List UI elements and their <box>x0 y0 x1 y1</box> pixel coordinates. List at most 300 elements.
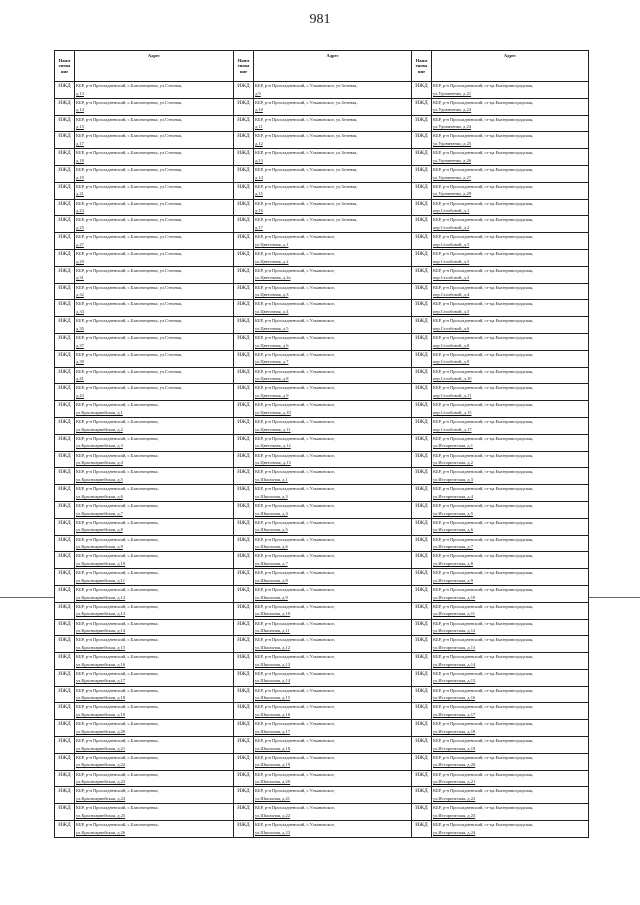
address-line-2: пер.Столбовой, д.1 <box>433 208 470 214</box>
address-cell <box>254 165 412 182</box>
address-cell <box>75 821 234 838</box>
address-cell <box>75 82 234 99</box>
address-cell <box>432 518 589 535</box>
table-row <box>55 333 589 350</box>
address-cell <box>254 384 412 401</box>
address-line-1: КБР, р-н Прохладненский, с.Благовещенка, <box>76 704 159 710</box>
object-type-cell: ИЖД <box>412 636 432 653</box>
address-cell <box>75 317 234 334</box>
object-type-cell: ИЖД <box>55 82 75 99</box>
address-line-2: ул.Цветочная, д.6 <box>255 342 289 348</box>
object-type-cell: ИЖД <box>55 317 75 334</box>
address-line-1: КБР, р-н Прохладненский, с.Ульяновское, <box>255 318 335 324</box>
object-type-cell: ИЖД <box>234 384 254 401</box>
address-cell <box>254 552 412 569</box>
address-line-2: ул.Цветочная, д.1 <box>255 241 289 247</box>
address-line-2: ул.Школьная, д.1 <box>255 476 288 482</box>
object-type-cell: ИЖД <box>412 350 432 367</box>
address-line-1: КБР, р-н Прохладненский, с.Ульяновское, <box>255 452 335 458</box>
table-row <box>55 451 589 468</box>
table-row <box>55 182 589 199</box>
address-cell <box>75 485 234 502</box>
object-type-cell: ИЖД <box>412 82 432 99</box>
address-line-2: ул.Школьная, д.5 <box>255 527 288 533</box>
table-row <box>55 98 589 115</box>
address-line-2: ул.Удовиченко, д.23 <box>433 107 472 113</box>
address-line-2: ул.Красноармейская, д.12 <box>76 594 126 600</box>
address-cell <box>254 216 412 233</box>
address-line-2: ул.Цветочная, д.8 <box>255 376 289 382</box>
address-line-2: д.43 <box>76 392 84 398</box>
address-cell <box>75 182 234 199</box>
address-line-2: ул.Школьная, д.18 <box>255 745 291 751</box>
address-line-2: д.15 <box>255 191 263 197</box>
address-line-1: КБР, р-н Прохладненский, с.Благовещенка, <box>76 721 159 727</box>
address-line-1: КБР, р-н Прохладненский, ст-ца.Екатериноградская, <box>433 738 534 744</box>
address-cell <box>75 569 234 586</box>
address-cell <box>254 283 412 300</box>
table-row <box>55 266 589 283</box>
table-row <box>55 535 589 552</box>
address-line-1: КБР, р-н Прохладненский, ст-ца.Екатериноградская, <box>433 368 534 374</box>
address-cell <box>75 216 234 233</box>
address-line-2: ул.Историческая, д.24 <box>433 829 476 835</box>
address-line-2: д.41 <box>76 376 84 382</box>
address-cell <box>75 115 234 132</box>
table-row <box>55 501 589 518</box>
address-line-2: ул.Красноармейская, д.9 <box>76 544 123 550</box>
address-line-2: ул.Цветочная, д.7 <box>255 359 289 365</box>
address-cell <box>254 636 412 653</box>
address-cell <box>432 333 589 350</box>
object-type-cell: ИЖД <box>55 333 75 350</box>
address-line-1: КБР, р-н Прохладненский, с.Благовещенка, ул.Степная, <box>76 368 183 374</box>
address-line-1: КБР, р-н Прохладненский, с.Ульяновское, ул.Зеленая, <box>255 183 358 189</box>
object-type-cell: ИЖД <box>55 367 75 384</box>
address-cell <box>254 401 412 418</box>
address-line-2: ул.Историческая, д.3 <box>433 476 473 482</box>
address-cell <box>254 350 412 367</box>
address-cell <box>254 501 412 518</box>
address-line-2: д.39 <box>76 359 84 365</box>
address-line-1: КБР, р-н Прохладненский, с.Ульяновское, <box>255 771 335 777</box>
address-line-1: КБР, р-н Прохладненский, ст-ца.Екатериноградская, <box>433 654 534 660</box>
object-type-cell: ИЖД <box>234 585 254 602</box>
object-type-cell: ИЖД <box>412 720 432 737</box>
address-line-2: ул.Историческая, д.15 <box>433 678 476 684</box>
table-row <box>55 770 589 787</box>
address-cell <box>254 686 412 703</box>
address-line-1: КБР, р-н Прохладненский, с.Благовещенка, ул.Степная, <box>76 234 183 240</box>
address-line-2: ул.Красноармейская, д.17 <box>76 678 126 684</box>
object-type-cell: ИЖД <box>234 518 254 535</box>
address-line-2: ул.Школьная, д.7 <box>255 560 288 566</box>
object-type-cell: ИЖД <box>55 753 75 770</box>
address-cell <box>432 485 589 502</box>
address-cell <box>254 770 412 787</box>
address-cell <box>254 451 412 468</box>
object-type-cell: ИЖД <box>234 686 254 703</box>
object-type-cell: ИЖД <box>55 283 75 300</box>
address-line-2: ул.Историческая, д.16 <box>433 695 476 701</box>
address-cell <box>75 468 234 485</box>
object-type-cell: ИЖД <box>234 283 254 300</box>
object-type-cell: ИЖД <box>55 401 75 418</box>
table-row <box>55 216 589 233</box>
scan-margin-line <box>0 597 54 598</box>
address-line-1: КБР, р-н Прохладненский, с.Благовещенка, ул.Степная, <box>76 301 183 307</box>
table-row <box>55 165 589 182</box>
address-line-1: КБР, р-н Прохладненский, ст-ца.Екатериноградская, <box>433 150 534 156</box>
object-type-cell: ИЖД <box>412 585 432 602</box>
address-line-1: КБР, р-н Прохладненский, с.Благовещенка, <box>76 822 159 828</box>
address-cell <box>75 619 234 636</box>
object-type-cell: ИЖД <box>234 417 254 434</box>
address-line-2: ул.Историческая, д.14 <box>433 661 476 667</box>
address-line-2: пер.Столбовой, д.17 <box>433 426 472 432</box>
address-line-2: ул.Цветочная, д.9 <box>255 392 289 398</box>
table-row <box>55 417 589 434</box>
address-cell <box>432 619 589 636</box>
address-line-2: ул.Красноармейская, д.11 <box>76 577 125 583</box>
table-row <box>55 686 589 703</box>
object-type-cell: ИЖД <box>234 451 254 468</box>
address-line-1: КБР, р-н Прохладненский, ст-ца.Екатериноградская, <box>433 234 534 240</box>
address-line-1: КБР, р-н Прохладненский, с.Ульяновское, <box>255 570 335 576</box>
address-cell <box>75 770 234 787</box>
object-type-cell: ИЖД <box>55 384 75 401</box>
address-cell <box>75 233 234 250</box>
address-cell <box>432 300 589 317</box>
object-type-cell: ИЖД <box>412 821 432 838</box>
address-line-2: ул.Школьная, д.16 <box>255 712 291 718</box>
address-line-1: КБР, р-н Прохладненский, ст-ца.Екатериноградская, <box>433 250 534 256</box>
object-type-cell: ИЖД <box>55 350 75 367</box>
address-cell <box>75 417 234 434</box>
address-line-1: КБР, р-н Прохладненский, с.Благовещенка, ул.Степная, <box>76 267 183 273</box>
address-cell <box>432 249 589 266</box>
address-line-1: КБР, р-н Прохладненский, ст-ца.Екатериноградская, <box>433 754 534 760</box>
object-type-cell: ИЖД <box>234 737 254 754</box>
address-cell <box>254 669 412 686</box>
object-type-cell: ИЖД <box>412 401 432 418</box>
address-line-2: ул.Школьная, д.14 <box>255 678 291 684</box>
column-header-address: Адрес <box>432 51 589 82</box>
address-line-2: ул.Цветочная, д.2 <box>255 258 289 264</box>
address-line-1: КБР, р-н Прохладненский, ст-ца.Екатериноградская, <box>433 570 534 576</box>
address-cell <box>75 199 234 216</box>
object-type-cell: ИЖД <box>412 602 432 619</box>
address-line-2: пер.Столбовой, д.9 <box>433 359 470 365</box>
address-line-1: КБР, р-н Прохладненский, с.Ульяновское, <box>255 234 335 240</box>
object-type-cell: ИЖД <box>412 233 432 250</box>
table-header-row <box>55 51 589 82</box>
address-line-1: КБР, р-н Прохладненский, с.Благовещенка, ул.Степная, <box>76 385 183 391</box>
object-type-cell: ИЖД <box>55 770 75 787</box>
table-row <box>55 468 589 485</box>
object-type-cell: ИЖД <box>55 720 75 737</box>
address-line-2: ул.Историческая, д.21 <box>433 779 476 785</box>
address-line-1: КБР, р-н Прохладненский, с.Благовещенка, <box>76 418 159 424</box>
address-line-1: КБР, р-н Прохладненский, ст-ца.Екатериноградская, <box>433 637 534 643</box>
address-line-2: ул.Красноармейская, д.6 <box>76 493 123 499</box>
table-row <box>55 636 589 653</box>
address-line-2: ул.Красноармейская, д.16 <box>76 661 126 667</box>
address-line-2: ул.Историческая, д.23 <box>433 812 476 818</box>
address-line-1: КБР, р-н Прохладненский, с.Ульяновское, <box>255 586 335 592</box>
address-line-2: д.13 <box>255 157 263 163</box>
object-type-cell: ИЖД <box>412 317 432 334</box>
address-line-1: КБР, р-н Прохладненский, ст-ца.Екатериноградская, <box>433 351 534 357</box>
address-line-1: КБР, р-н Прохладненский, с.Ульяновское, <box>255 620 335 626</box>
address-line-2: д.14 <box>255 174 263 180</box>
address-line-1: КБР, р-н Прохладненский, ст-ца.Екатериноградская, <box>433 822 534 828</box>
address-cell <box>75 249 234 266</box>
address-line-2: ул.Красноармейская, д.23 <box>76 779 126 785</box>
object-type-cell: ИЖД <box>412 535 432 552</box>
object-type-cell: ИЖД <box>55 233 75 250</box>
address-line-1: КБР, р-н Прохладненский, с.Благовещенка, ул.Степная, <box>76 318 183 324</box>
address-line-1: КБР, р-н Прохладненский, ст-ца.Екатериноградская, <box>433 318 534 324</box>
address-line-1: КБР, р-н Прохладненский, с.Ульяновское, ул.Зеленая, <box>255 133 358 139</box>
address-line-1: КБР, р-н Прохладненский, с.Ульяновское, <box>255 519 335 525</box>
address-line-1: КБР, р-н Прохладненский, с.Ульяновское, ул.Зеленая, <box>255 99 358 105</box>
address-cell <box>432 132 589 149</box>
address-cell <box>432 149 589 166</box>
address-cell <box>254 737 412 754</box>
address-line-2: ул.Школьная, д.23 <box>255 829 291 835</box>
address-line-2: д.23 <box>76 208 84 214</box>
address-line-2: ул.Удовиченко, д.27 <box>433 174 472 180</box>
object-type-cell: ИЖД <box>55 216 75 233</box>
table-row <box>55 518 589 535</box>
address-line-1: КБР, р-н Прохладненский, ст-ца.Екатериноградская, <box>433 586 534 592</box>
address-line-2: ул.Красноармейская, д.20 <box>76 728 126 734</box>
address-line-2: ул.Историческая, д.1 <box>433 443 473 449</box>
address-cell <box>254 249 412 266</box>
object-type-cell: ИЖД <box>234 266 254 283</box>
address-line-1: КБР, р-н Прохладненский, с.Благовещенка, <box>76 670 159 676</box>
address-cell <box>75 132 234 149</box>
address-cell <box>254 182 412 199</box>
table-row <box>55 619 589 636</box>
address-cell <box>432 535 589 552</box>
address-cell <box>432 468 589 485</box>
address-line-1: КБР, р-н Прохладненский, с.Ульяновское, ул.Зеленая, <box>255 217 358 223</box>
address-line-1: КБР, р-н Прохладненский, ст-ца.Екатериноградская, <box>433 166 534 172</box>
address-line-1: КБР, р-н Прохладненский, с.Ульяновское, <box>255 469 335 475</box>
address-line-1: КБР, р-н Прохладненский, с.Благовещенка, <box>76 402 159 408</box>
object-type-cell: ИЖД <box>412 417 432 434</box>
address-line-2: ул.Школьная, д.11 <box>255 628 290 634</box>
address-cell <box>254 703 412 720</box>
address-cell <box>432 401 589 418</box>
address-line-1: КБР, р-н Прохладненский, с.Ульяновское, <box>255 267 335 273</box>
address-line-1: КБР, р-н Прохладненский, с.Ульяновское, <box>255 385 335 391</box>
object-type-cell: ИЖД <box>234 165 254 182</box>
table-row <box>55 585 589 602</box>
address-line-2: ул.Красноармейская, д.22 <box>76 762 126 768</box>
address-line-2: д.14 <box>76 107 84 113</box>
address-line-2: д.16 <box>255 208 263 214</box>
address-line-1: КБР, р-н Прохладненский, с.Ульяновское, <box>255 301 335 307</box>
object-type-cell: ИЖД <box>234 485 254 502</box>
object-type-cell: ИЖД <box>55 653 75 670</box>
address-line-2: ул.Цветочная, д.3 <box>255 292 289 298</box>
address-line-2: ул.Красноармейская, д.19 <box>76 712 126 718</box>
object-type-cell: ИЖД <box>55 300 75 317</box>
address-line-2: ул.Школьная, д.17 <box>255 728 291 734</box>
object-type-cell: ИЖД <box>234 569 254 586</box>
address-cell <box>432 602 589 619</box>
table-row <box>55 199 589 216</box>
address-line-2: ул.Красноармейская, д.2 <box>76 426 123 432</box>
address-line-2: пер.Столбовой, д.6 <box>433 325 470 331</box>
address-cell <box>75 602 234 619</box>
address-line-2: ул.Красноармейская, д.26 <box>76 829 126 835</box>
address-line-1: КБР, р-н Прохладненский, с.Благовещенка, ул.Степная, <box>76 116 183 122</box>
object-type-cell: ИЖД <box>234 149 254 166</box>
address-cell <box>75 98 234 115</box>
address-cell <box>75 653 234 670</box>
object-type-cell: ИЖД <box>234 468 254 485</box>
address-cell <box>254 468 412 485</box>
table-row <box>55 703 589 720</box>
address-line-1: КБР, р-н Прохладненский, ст-ца.Екатериноградская, <box>433 519 534 525</box>
address-line-1: КБР, р-н Прохладненский, с.Ульяновское, <box>255 805 335 811</box>
address-line-2: ул.Школьная, д.3 <box>255 493 288 499</box>
address-line-1: КБР, р-н Прохладненский, с.Ульяновское, <box>255 250 335 256</box>
object-type-cell: ИЖД <box>55 98 75 115</box>
object-type-cell: ИЖД <box>412 703 432 720</box>
address-line-2: д.35 <box>76 325 84 331</box>
object-type-cell: ИЖД <box>412 132 432 149</box>
address-cell <box>432 552 589 569</box>
address-line-1: КБР, р-н Прохладненский, с.Ульяновское, <box>255 502 335 508</box>
address-cell <box>75 266 234 283</box>
address-line-1: КБР, р-н Прохладненский, ст-ца.Екатериноградская, <box>433 133 534 139</box>
object-type-cell: ИЖД <box>55 115 75 132</box>
table-row <box>55 233 589 250</box>
object-type-cell: ИЖД <box>234 350 254 367</box>
address-line-2: д.31 <box>76 275 84 281</box>
address-line-2: пер.Столбовой, д.15 <box>433 409 472 415</box>
address-line-2: ул.Красноармейская, д.10 <box>76 560 126 566</box>
address-line-1: КБР, р-н Прохладненский, с.Ульяновское, <box>255 637 335 643</box>
address-line-2: д.12 <box>255 140 263 146</box>
object-type-cell: ИЖД <box>412 552 432 569</box>
address-cell <box>75 451 234 468</box>
address-cell <box>432 585 589 602</box>
address-line-1: КБР, р-н Прохладненский, ст-ца.Екатериноградская, <box>433 418 534 424</box>
column-header-name: Наим енова ние <box>412 51 432 82</box>
object-type-cell: ИЖД <box>412 501 432 518</box>
address-line-1: КБР, р-н Прохладненский, с.Благовещенка, <box>76 603 159 609</box>
address-line-2: ул.Историческая, д.12 <box>433 628 476 634</box>
table-row <box>55 653 589 670</box>
address-line-2: ул.Красноармейская, д.15 <box>76 644 126 650</box>
address-line-1: КБР, р-н Прохладненский, с.Ульяновское, <box>255 553 335 559</box>
table-row <box>55 401 589 418</box>
address-line-1: КБР, р-н Прохладненский, с.Благовещенка, <box>76 536 159 542</box>
address-line-1: КБР, р-н Прохладненский, с.Благовещенка, <box>76 435 159 441</box>
address-line-2: ул.Школьная, д.6 <box>255 544 288 550</box>
address-line-1: КБР, р-н Прохладненский, с.Ульяновское, <box>255 603 335 609</box>
address-line-1: КБР, р-н Прохладненский, с.Ульяновское, <box>255 435 335 441</box>
address-line-2: пер.Столбовой, д.10 <box>433 376 472 382</box>
address-line-2: ул.Удовиченко, д.25 <box>433 140 472 146</box>
address-cell <box>254 485 412 502</box>
address-line-1: КБР, р-н Прохладненский, ст-ца.Екатериноградская, <box>433 805 534 811</box>
address-line-2: ул.Удовиченко, д.26 <box>433 157 472 163</box>
object-type-cell: ИЖД <box>55 182 75 199</box>
address-line-2: ул.Цветочная, д.13 <box>255 460 291 466</box>
address-line-2: д.25 <box>76 224 84 230</box>
address-cell <box>432 384 589 401</box>
address-line-1: КБР, р-н Прохладненский, ст-ца.Екатериноградская, <box>433 452 534 458</box>
address-line-1: КБР, р-н Прохладненский, ст-ца.Екатериноградская, <box>433 536 534 542</box>
address-cell <box>75 720 234 737</box>
address-line-1: КБР, р-н Прохладненский, ст-ца.Екатериноградская, <box>433 334 534 340</box>
object-type-cell: ИЖД <box>55 619 75 636</box>
address-line-2: ул.Школьная, д.9 <box>255 594 288 600</box>
table-row <box>55 249 589 266</box>
address-line-2: д.18 <box>76 157 84 163</box>
column-header-name: Наим енова ние <box>55 51 75 82</box>
object-type-cell: ИЖД <box>55 804 75 821</box>
object-type-cell: ИЖД <box>412 468 432 485</box>
address-line-1: КБР, р-н Прохладненский, с.Ульяновское, <box>255 368 335 374</box>
address-line-1: КБР, р-н Прохладненский, ст-ца.Екатериноградская, <box>433 301 534 307</box>
object-type-cell: ИЖД <box>234 182 254 199</box>
address-line-1: КБР, р-н Прохладненский, с.Ульяновское, <box>255 704 335 710</box>
table-row <box>55 82 589 99</box>
object-type-cell: ИЖД <box>234 115 254 132</box>
address-line-2: ул.Цветочная, д.12 <box>255 443 291 449</box>
object-type-cell: ИЖД <box>234 804 254 821</box>
address-line-2: пер.Столбовой, д.3 <box>433 241 470 247</box>
address-line-2: д.13 <box>76 90 84 96</box>
table-row <box>55 737 589 754</box>
address-cell <box>75 384 234 401</box>
table-row <box>55 149 589 166</box>
object-type-cell: ИЖД <box>234 669 254 686</box>
address-cell <box>432 350 589 367</box>
address-line-2: ул.Историческая, д.6 <box>433 527 473 533</box>
address-line-2: ул.Историческая, д.8 <box>433 560 473 566</box>
object-type-cell: ИЖД <box>234 216 254 233</box>
address-cell <box>432 266 589 283</box>
address-line-1: КБР, р-н Прохладненский, с.Ульяновское, <box>255 654 335 660</box>
column-header-address: Адрес <box>75 51 234 82</box>
address-line-1: КБР, р-н Прохладненский, ст-ца.Екатериноградская, <box>433 284 534 290</box>
table-row <box>55 283 589 300</box>
address-cell <box>254 367 412 384</box>
table-row <box>55 787 589 804</box>
object-type-cell: ИЖД <box>412 569 432 586</box>
table-row <box>55 753 589 770</box>
address-line-2: ул.Историческая, д.20 <box>433 762 476 768</box>
address-cell <box>75 350 234 367</box>
address-cell <box>432 434 589 451</box>
object-type-cell: ИЖД <box>55 149 75 166</box>
object-type-cell: ИЖД <box>55 249 75 266</box>
address-cell <box>75 165 234 182</box>
address-cell <box>254 569 412 586</box>
address-cell <box>75 737 234 754</box>
address-line-1: КБР, р-н Прохладненский, с.Ульяновское, <box>255 738 335 744</box>
address-line-2: пер.Столбовой, д.3 <box>433 258 470 264</box>
